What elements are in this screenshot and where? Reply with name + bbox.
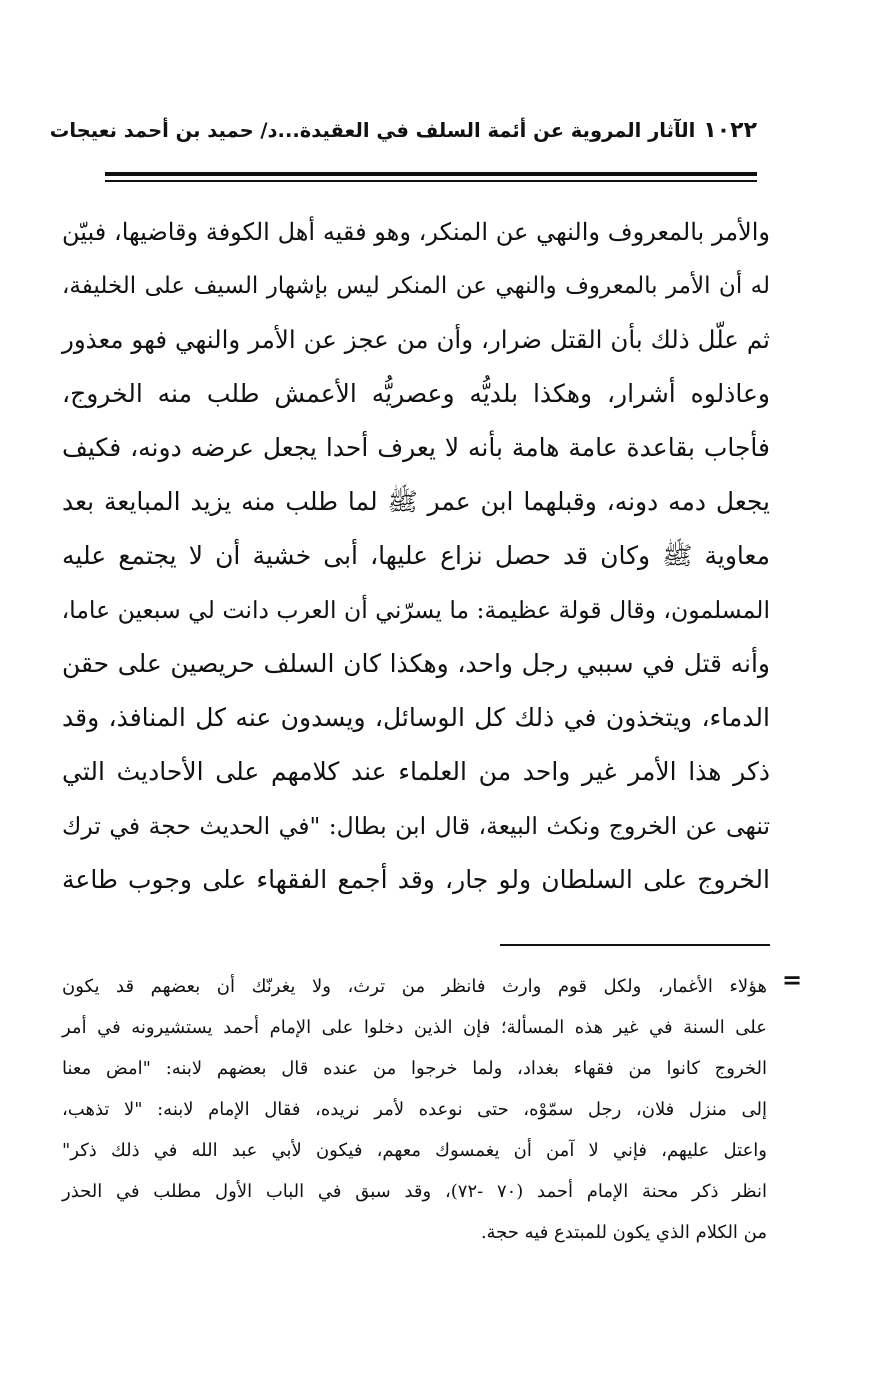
main-text-line: فأجاب بقاعدة عامة هامة بأنه لا يعرف أحدا يجعل عرضه دونه، فكيف — [62, 433, 770, 462]
footnote-line: هؤلاء الأغمار، ولكل قوم وارث فانظر من ترث، ولا يغرنّك أن بعضهم قد يكون — [62, 976, 767, 997]
header-rule-thin — [105, 180, 757, 182]
main-text-line: تنهى عن الخروج ونكث البيعة، قال ابن بطال: "في الحديث حجة في ترك — [62, 812, 770, 840]
page-number: ١٠٢٢ — [703, 118, 757, 143]
main-text-line: المسلمون، وقال قولة عظيمة: ما يسرّني أن العرب دانت لي سبعين عاما، — [61, 596, 770, 624]
main-text-line: له أن الأمر بالمعروف والنهي عن المنكر ليس بإشهار السيف على الخليفة، — [62, 273, 770, 299]
main-text-line: الخروج على السلطان ولو جار، وقد أجمع الفقهاء على وجوب طاعة — [62, 865, 770, 894]
main-text-line: ثم علّل ذلك بأن القتل ضرار، وأن من عجز عن الأمر والنهي فهو معذور — [62, 325, 770, 354]
header-rule-thick — [105, 172, 757, 176]
page-header — [49, 118, 757, 143]
main-text-body — [62, 205, 770, 907]
footnote-continuation-mark: = — [782, 966, 803, 994]
running-title: الآثار المروية عن أئمة السلف في العقيدة...د/ حميد بن أحمد نعيجات — [49, 119, 696, 142]
footnote-body — [62, 966, 767, 1253]
footnote-line: إلى منزل فلان، رجل سمّوْه، حتى نوعده لأمر نريده، فقال الإمام لابنه: "لا تذهب، — [62, 1099, 767, 1120]
footnote-line: من الكلام الذي يكون للمبتدع فيه حجة. — [480, 1222, 767, 1243]
main-text-line: وأنه قتل في سببي رجل واحد، وهكذا كان السلف حريصين على حقن — [62, 649, 770, 678]
footnote-line: انظر ذكر محنة الإمام أحمد (٧٠ -٧٢)، وقد سبق في الباب الأول مطلب في الحذر — [62, 1181, 768, 1202]
main-text-line: وعاذلوه أشرار، وهكذا بلديُّه وعصريُّه الأعمش طلب منه الخروج، — [62, 379, 770, 408]
footnote-separator — [500, 944, 770, 946]
footnote-line: الخروج كانوا من فقهاء بغداد، ولما خرجوا من عنده قال بعضهم لابنه: "امض معنا — [62, 1058, 767, 1079]
main-text-line: والأمر بالمعروف والنهي عن المنكر، وهو فقيه أهل الكوفة وقاضيها، فبيّن — [62, 218, 770, 246]
footnote-line: على السنة في غير هذه المسألة؛ فإن الذين دخلوا على الإمام أحمد يستشيرونه في أمر — [62, 1017, 767, 1038]
main-text-line: يجعل دمه دونه، وقبلهما ابن عمر ﷺ لما طلب منه يزيد المبايعة بعد — [62, 487, 770, 516]
main-text-line: الدماء، ويتخذون في ذلك كل الوسائل، ويسدون عنه كل المنافذ، وقد — [62, 703, 770, 732]
main-text-line: ذكر هذا الأمر غير واحد من العلماء عند كلامهم على الأحاديث التي — [62, 757, 770, 786]
main-text-line: معاوية ﷺ وكان قد حصل نزاع عليها، أبى خشية أن لا يجتمع عليه — [62, 541, 770, 570]
footnote-line: واعتل عليهم، فإني لا آمن أن يغمسوك معهم، فيكون لأبي عبد الله في ذلك ذكر" — [62, 1140, 767, 1161]
